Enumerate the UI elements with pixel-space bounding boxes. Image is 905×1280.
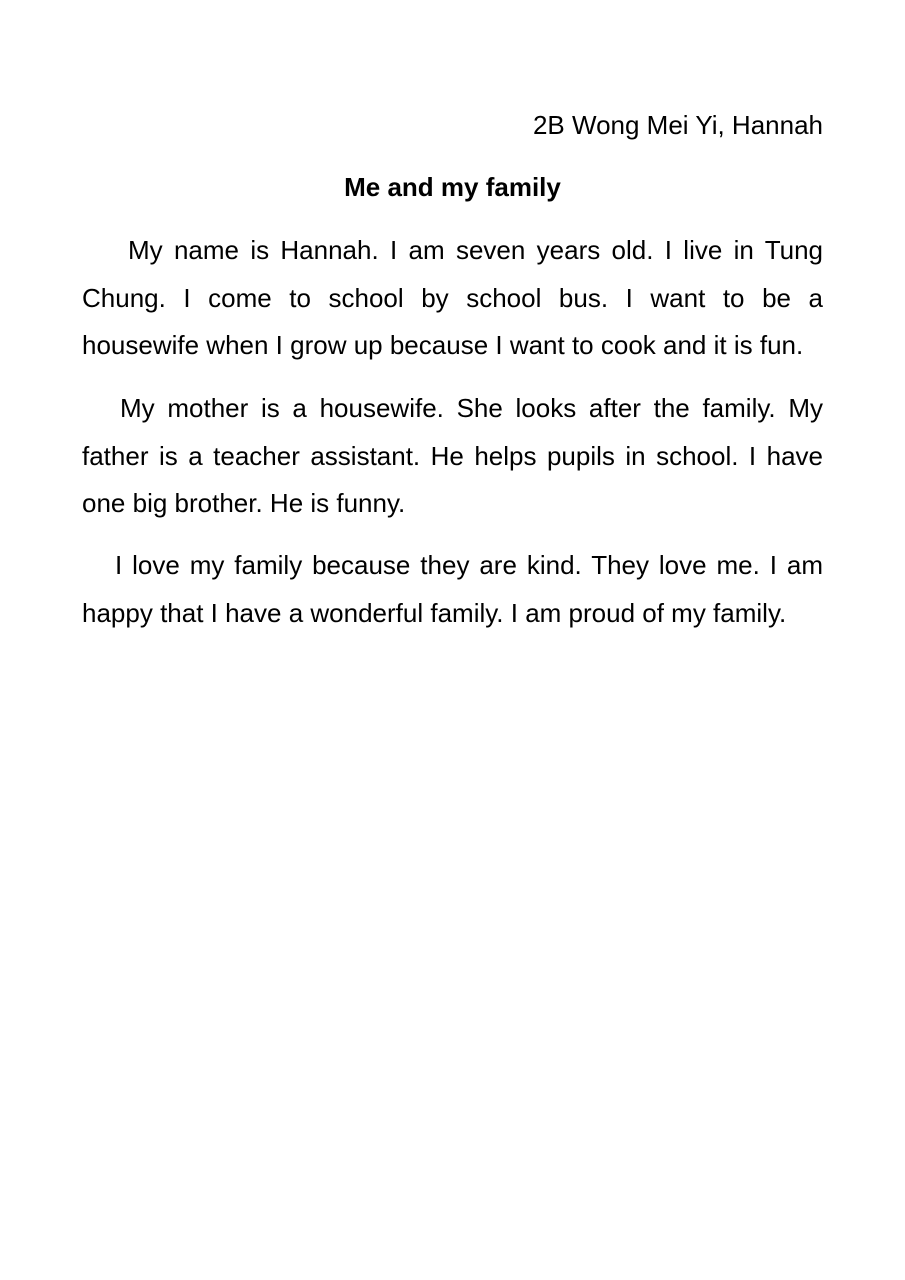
essay-title: Me and my family [344, 172, 561, 202]
paragraph-2: My mother is a housewife. She looks after the family. My father is a teacher assistant. He helps pupils in school. I have one big brother. He is funny. [82, 393, 823, 518]
paragraph-3: I love my family because they are kind. They love me. I am happy that I have a wonderful family. I am proud of my family. [82, 550, 823, 628]
paragraph-1: My name is Hannah. I am seven years old. I live in Tung Chung. I come to school by school bus. I want to be a housewife when I grow up because I want to cook and it is fun. [82, 235, 823, 360]
author-line: 2B Wong Mei Yi, Hannah [532, 110, 823, 140]
